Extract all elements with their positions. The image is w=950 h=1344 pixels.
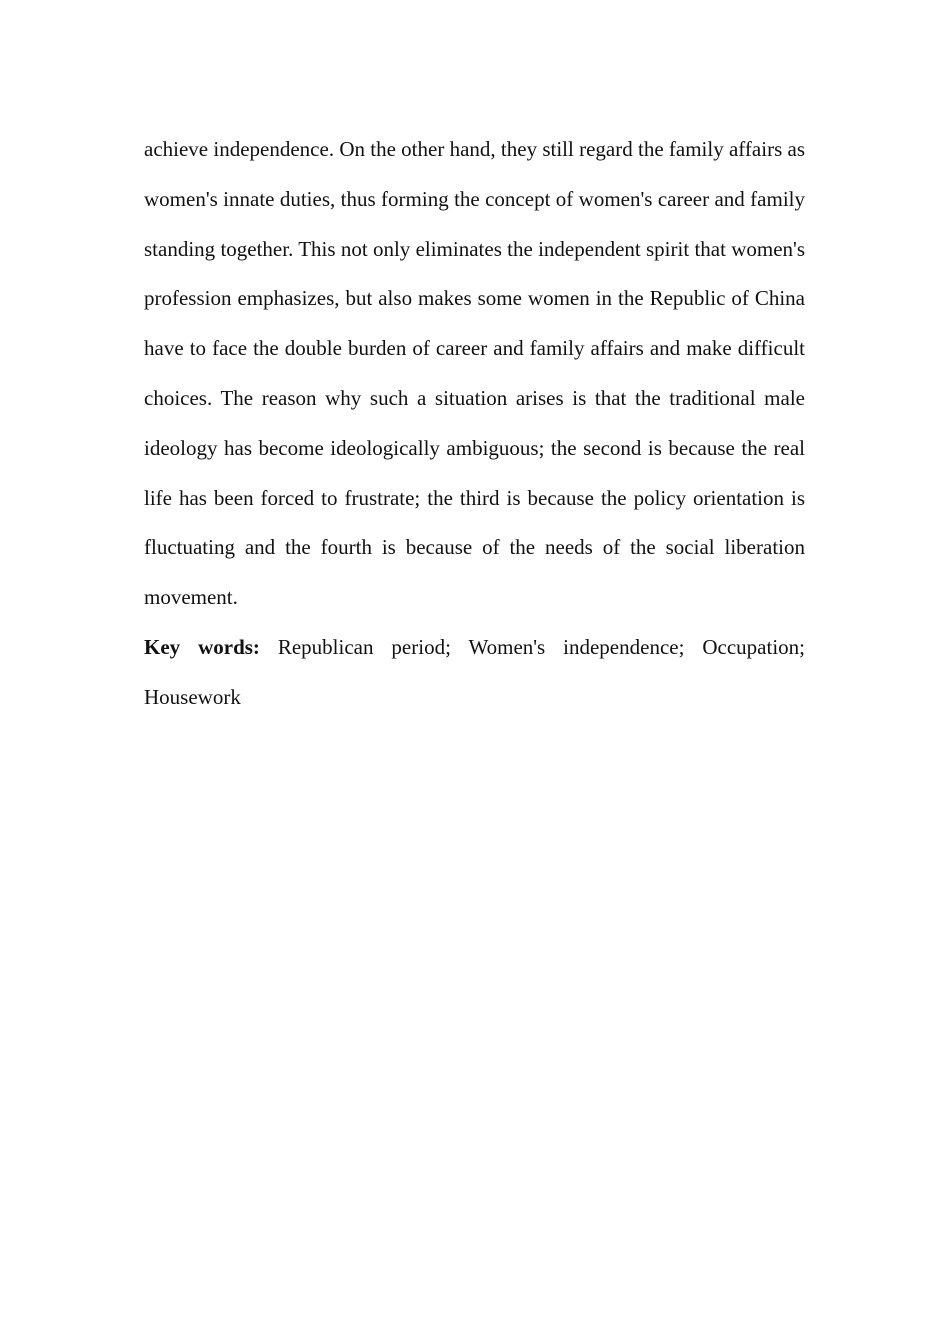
keywords-text: Republican period; Women's independence; Occupation; Housework: [144, 634, 805, 709]
abstract-paragraph: achieve independence. On the other hand, they still regard the family affairs as women's innate duties, thus forming the concept of women's career and family standing together. This not only eliminates the independent spirit that women's profession emphasizes, but also makes some women in the Republic of China have to face the double burden of career and family affairs and make difficult choices. The reason why such a situation arises is that the traditional male ideology has become ideologically ambiguous; the second is because the real life has been forced to frustrate; the third is because the policy orientation is fluctuating and the fourth is because of the needs of the social liberation movement.: [144, 137, 805, 610]
abstract-body: [144, 125, 805, 723]
keywords-line: [144, 623, 805, 723]
keywords-label: Key words:: [144, 634, 260, 659]
